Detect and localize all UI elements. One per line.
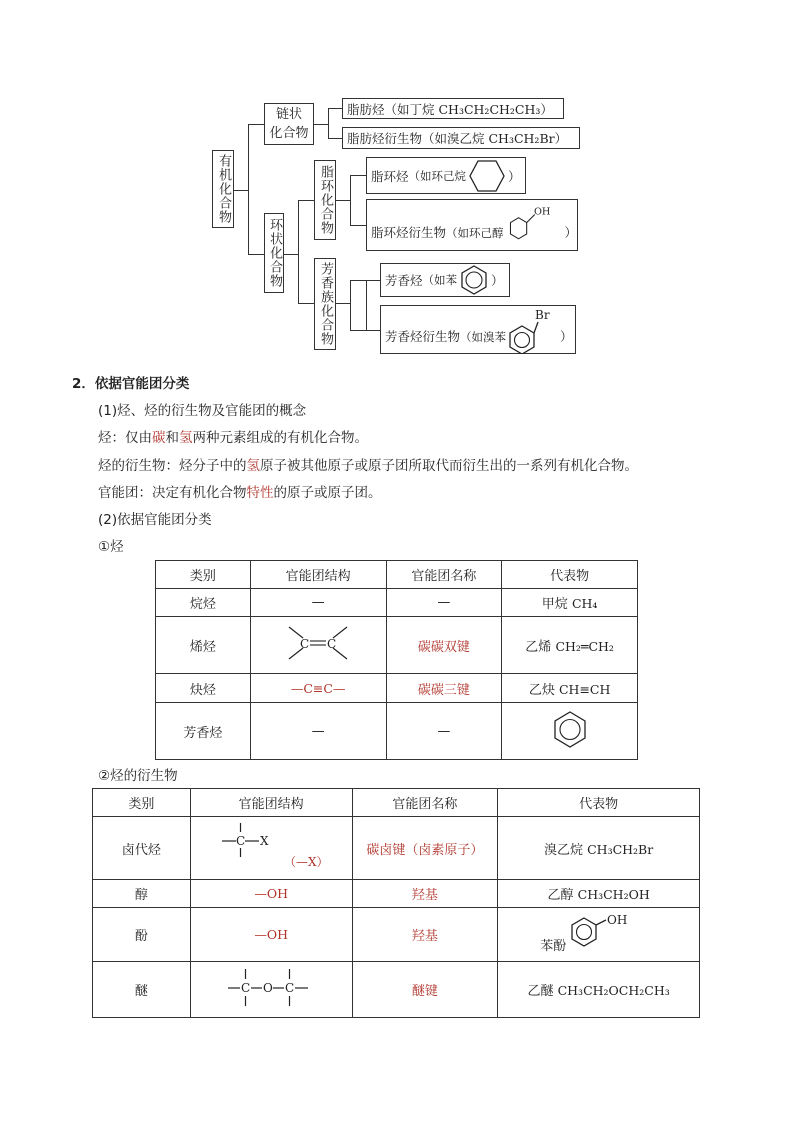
chain-item-aliphatic: 脂肪烃 （如丁烷 CH₃CH₂CH₂CH₃）	[342, 98, 564, 119]
phenol-icon	[566, 912, 646, 958]
header-cell: 官能团名称	[386, 561, 502, 589]
haloalkane-structure-icon	[196, 817, 346, 875]
section-heading: 2．依据官能团分类	[72, 376, 190, 392]
aromatic-item-benzene: 芳香烃 （如苯 ）	[380, 263, 510, 297]
alicyclic-box: 脂环化合物	[314, 160, 336, 240]
definition-hydrocarbon: 烃：仅由碳和氢两种元素组成的有机化合物。	[98, 430, 368, 446]
subheading-concepts: (1)烃、烃的衍生物及官能团的概念	[98, 403, 307, 419]
table-row: 卤代烃 C X （—X） 碳卤键（卤素原子） 溴乙烷 CH₃CH₂Br	[93, 817, 700, 880]
subheading-classify: (2)依据官能团分类	[98, 512, 212, 528]
header-cell: 官能团名称	[352, 789, 498, 817]
svg-text:OH: OH	[607, 912, 628, 927]
bromobenzene-icon	[506, 306, 554, 354]
chain-box	[264, 103, 314, 145]
header-cell: 官能团结构	[250, 561, 386, 589]
svg-text:C: C	[327, 637, 337, 651]
table-row: 芳香烃 — —	[156, 703, 638, 760]
hydrocarbon-table	[155, 560, 638, 760]
aromatic-item-bromobenzene: 芳香烃衍生物 （如溴苯 Br ）	[380, 305, 576, 354]
table-row: 烷烃 — — 甲烷 CH₄	[156, 589, 638, 617]
header-cell: 官能团结构	[190, 789, 352, 817]
table-header-row	[93, 789, 700, 817]
aromatic-box: 芳香族化合物	[314, 258, 336, 350]
derivative-table	[92, 788, 700, 1018]
chain-item-aliphatic-derivative: 脂肪烃衍生物 （如溴乙烷 CH₃CH₂Br）	[342, 127, 580, 149]
definition-functional-group: 官能团：决定有机化合物特性的原子或原子团。	[98, 485, 382, 501]
chain-label-line2: 化合物	[269, 126, 309, 141]
alkene-structure-icon	[283, 621, 353, 665]
alicyclic-item-cyclohexanol: 脂环烃衍生物 （如环己醇 OH ）	[366, 199, 578, 251]
ring-box: 环状化合物	[264, 213, 284, 293]
cyclohexane-icon	[468, 159, 506, 193]
table1-title: ①烃	[98, 539, 124, 555]
table-row: 醇 —OH 羟基 乙醇 CH₃CH₂OH	[93, 880, 700, 908]
table-row: 炔烃 —C≡C— 碳碳三键 乙炔 CH≡CH	[156, 674, 638, 703]
root-label: 有机化合物	[216, 154, 231, 224]
svg-text:C: C	[285, 980, 295, 995]
root-box	[212, 150, 234, 228]
definition-derivative: 烃的衍生物：烃分子中的氢原子被其他原子或原子团所取代而衍生出的一系列有机化合物。	[98, 458, 638, 474]
svg-text:O: O	[263, 980, 273, 995]
alicyclic-item-cyclohexane: 脂环烃 （如环己烷 ）	[366, 157, 526, 194]
svg-text:C: C	[236, 834, 246, 848]
benzene-icon	[459, 264, 489, 296]
table-row: 醚 C O C 醚键 乙醚 CH₃CH₂OCH₂CH₃	[93, 962, 700, 1018]
table-row: 烯烃 C C 碳碳双键 乙烯 CH₂═CH₂	[156, 617, 638, 674]
chain-label-line1: 链状	[275, 107, 302, 122]
table2-title: ②烃的衍生物	[98, 768, 178, 784]
header-cell: 代表物	[502, 561, 638, 589]
svg-text:（—X）: （—X）	[284, 855, 329, 869]
benzene-icon	[551, 709, 589, 749]
svg-text:C: C	[241, 980, 251, 995]
svg-text:X: X	[260, 834, 269, 848]
svg-text:C: C	[300, 637, 310, 651]
header-cell: 类别	[93, 789, 191, 817]
header-cell: 类别	[156, 561, 251, 589]
cyclohexanol-icon	[504, 200, 551, 250]
table-header-row	[156, 561, 638, 589]
table-row: 酚 —OH 羟基 苯酚 OH	[93, 908, 700, 962]
ether-structure-icon	[216, 963, 326, 1013]
header-cell: 代表物	[498, 789, 700, 817]
svg-text:OH: OH	[533, 206, 550, 218]
svg-text:Br: Br	[535, 307, 550, 322]
